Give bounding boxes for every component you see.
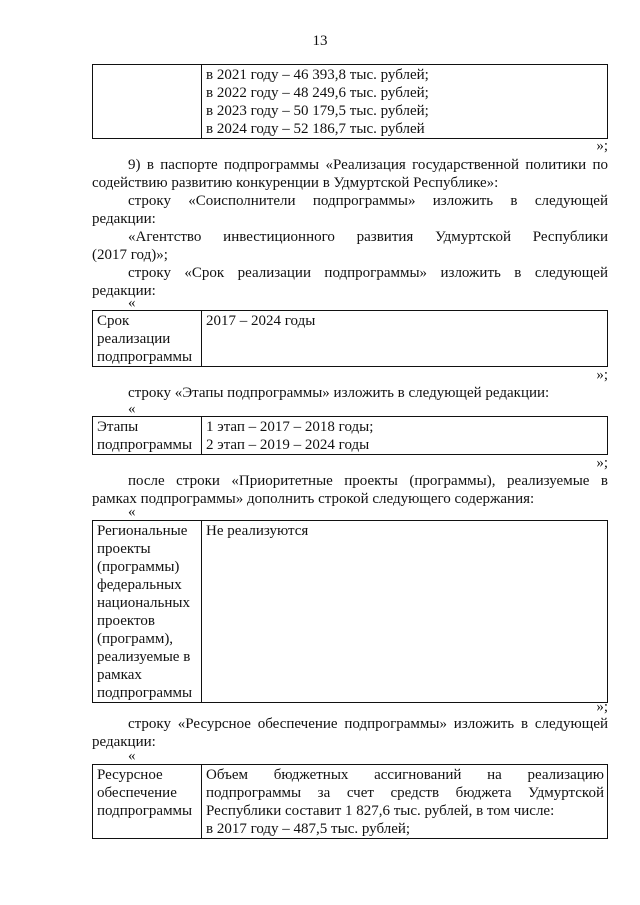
opening-quote: « <box>128 401 136 417</box>
coexec-line: редакции: <box>92 211 156 227</box>
regional-label: федеральных <box>97 577 182 593</box>
funding-row: в 2021 году – 46 393,8 тыс. рублей; <box>206 67 429 83</box>
regional-label: (программы) <box>97 559 180 575</box>
stage-value: 1 этап – 2017 – 2018 годы; <box>206 419 374 435</box>
resource-label: обеспечение <box>97 785 177 801</box>
stages-label: Этапы <box>97 419 139 435</box>
regional-table <box>92 520 608 703</box>
stage-value: 2 этап – 2019 – 2024 годы <box>206 437 370 453</box>
resource-value: подпрограммы за счет средств бюджета Удмуртской <box>206 785 604 801</box>
closing-quote: »; <box>596 455 608 471</box>
opening-quote: « <box>128 504 136 520</box>
stages-label: подпрограммы <box>97 437 193 453</box>
term-label: Срок <box>97 313 130 329</box>
stages-intro: строку «Этапы подпрограммы» изложить в следующей редакции: <box>128 385 550 401</box>
funding-row: в 2023 году – 50 179,5 тыс. рублей; <box>206 103 429 119</box>
regional-value-cell <box>202 521 608 703</box>
closing-quote: »; <box>596 699 608 715</box>
item-9-line: содействию развитию конкуренции в Удмуртской Республике»: <box>92 175 499 191</box>
regional-label: (программ), <box>97 631 174 647</box>
resource-value: Объем бюджетных ассигнований на реализацию <box>206 767 604 783</box>
agency-paragraph <box>92 228 608 264</box>
closing-quote: »; <box>596 367 608 383</box>
term-label: подпрограммы <box>97 349 193 365</box>
term-label-cell <box>93 311 202 367</box>
coexec-paragraph <box>92 192 608 228</box>
regional-label: рамках <box>97 667 142 683</box>
regional-intro-line: после строки «Приоритетные проекты (программы), реализуемые в <box>128 473 608 489</box>
resource-table <box>92 764 608 839</box>
term-table <box>92 310 608 367</box>
resource-label: Ресурсное <box>97 767 163 783</box>
regional-label: проекты <box>97 541 151 557</box>
term-value: 2017 – 2024 годы <box>206 313 316 329</box>
term-value-cell <box>202 311 608 367</box>
regional-label: реализуемые в <box>97 649 191 665</box>
stages-table <box>92 416 608 455</box>
stages-value-cell <box>202 417 608 455</box>
closing-quote: »; <box>596 138 608 154</box>
resource-value-cell <box>202 765 608 839</box>
regional-label: проектов <box>97 613 155 629</box>
resource-value: в 2017 году – 487,5 тыс. рублей; <box>206 821 411 837</box>
term-intro <box>92 264 608 300</box>
funding-continuation-table <box>92 64 608 139</box>
regional-intro <box>92 472 608 508</box>
opening-quote: « <box>128 748 136 764</box>
resource-label: подпрограммы <box>97 803 193 819</box>
regional-label: Региональные <box>97 523 188 539</box>
resource-intro <box>92 715 608 751</box>
term-intro-line: редакции: <box>92 283 156 299</box>
regional-value: Не реализуются <box>206 523 309 539</box>
funding-row: в 2022 году – 48 249,6 тыс. рублей; <box>206 85 429 101</box>
coexec-line: строку «Соисполнители подпрограммы» изложить в следующей <box>128 193 608 209</box>
stages-label-cell <box>93 417 202 455</box>
resource-value: Республики составит 1 827,6 тыс. рублей, в том числе: <box>206 803 555 819</box>
opening-quote: « <box>128 295 136 311</box>
page-number: 13 <box>312 33 328 49</box>
regional-label-cell <box>93 521 202 703</box>
term-label: реализации <box>97 331 171 347</box>
resource-intro-line: строку «Ресурсное обеспечение подпрограммы» изложить в следующей <box>128 716 608 732</box>
table-label-cell <box>93 65 202 139</box>
funding-row: в 2024 году – 52 186,7 тыс. рублей <box>206 121 425 137</box>
regional-label: национальных <box>97 595 190 611</box>
item-9-paragraph <box>92 156 608 192</box>
item-9-line: 9) в паспорте подпрограммы «Реализация государственной политики по <box>128 157 608 173</box>
regional-intro-line: рамках подпрограммы» дополнить строкой следующего содержания: <box>92 491 535 507</box>
agency-line: (2017 год)»; <box>92 247 168 263</box>
regional-label: подпрограммы <box>97 685 193 701</box>
agency-line: «Агентство инвестиционного развития Удмуртской Республики <box>128 229 608 245</box>
resource-label-cell <box>93 765 202 839</box>
table-value-cell <box>202 65 608 139</box>
resource-intro-line: редакции: <box>92 734 156 750</box>
term-intro-line: строку «Срок реализации подпрограммы» изложить в следующей <box>128 265 608 281</box>
